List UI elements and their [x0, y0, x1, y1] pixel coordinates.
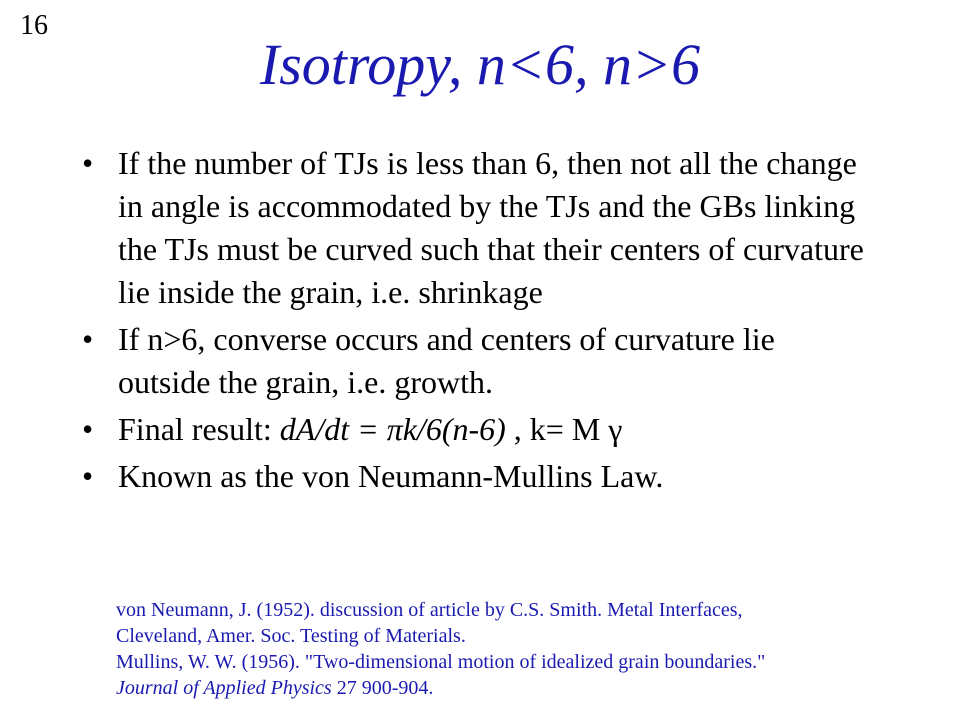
bullet-item-shrinkage — [82, 142, 872, 314]
final-result-formula: dA/dt = πk/6(n-6) — [279, 411, 506, 447]
reference-mullins-journal: Journal of Applied Physics — [116, 677, 332, 699]
bullet-marker: • — [82, 411, 94, 447]
bullet-marker: • — [82, 321, 94, 357]
bullet-item-law — [82, 455, 872, 498]
reference-mullins-text: Mullins, W. W. (1956). "Two-dimensional motion of idealized grain boundaries." — [116, 651, 766, 673]
slide-number: 16 — [20, 10, 48, 41]
bullet-item-final-result — [82, 408, 872, 451]
bullet-text: If n>6, converse occurs and centers of curvature lie outside the grain, i.e. growth. — [118, 321, 775, 400]
bullet-marker: • — [82, 458, 94, 494]
bullet-text: Known as the von Neumann-Mullins Law. — [118, 458, 664, 494]
final-result-label: Final result: — [118, 411, 280, 447]
reference-von-neumann: von Neumann, J. (1952). discussion of article by C.S. Smith. Metal Interfaces, Cleveland, Amer. Soc. Testing of Materials. — [116, 599, 743, 647]
bullet-list — [82, 142, 872, 502]
final-result-suffix: , k= M γ — [505, 411, 623, 447]
reference-mullins — [116, 649, 816, 701]
bullet-text: If the number of TJs is less than 6, then not all the change in angle is accommodated by the TJs and the GBs linking the TJs must be curved such that their centers of curvature lie inside the grain, i.e. shrinkage — [118, 145, 864, 310]
bullet-item-growth — [82, 318, 872, 404]
reference-mullins-tail: 27 900-904. — [331, 677, 434, 699]
slide-title: Isotropy, n<6, n>6 — [259, 32, 701, 97]
references-block — [116, 597, 816, 701]
bullet-marker: • — [82, 145, 94, 181]
